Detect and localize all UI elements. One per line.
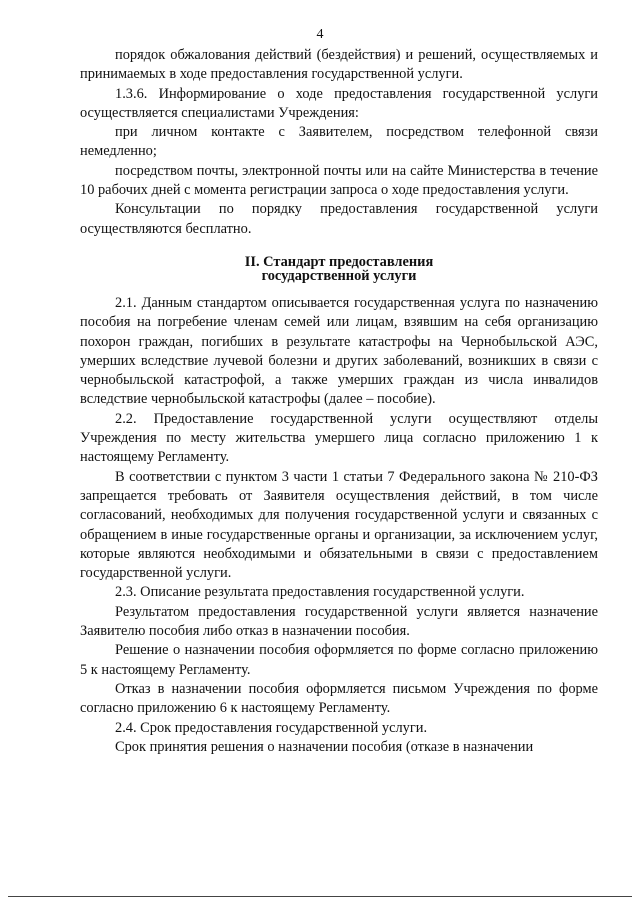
section-heading-line: государственной услуги bbox=[261, 267, 417, 284]
paragraph: Решение о назначении пособия оформляется по форме согласно приложению 5 к настоящему Регламенту. bbox=[80, 642, 598, 678]
paragraph: 2.1. Данным стандартом описывается государственная услуга по назначению пособия на погребение членам семей или лицам, взявшим на себя организацию похорон граждан, погибших в результате катастрофы на Чернобыльской АЭС, умерших вследствие лучевой болезни и других заболеваний, возникших в связи с чернобыльской катастрофой, а также умерших граждан из числа инвалидов вследствие чернобыльской катастрофы (далее – пособие). bbox=[80, 294, 598, 408]
paragraph: Консультации по порядку предоставления государственной услуги осуществляются бесплатно. bbox=[80, 201, 598, 237]
section-heading-line: II. Стандарт предоставления bbox=[244, 253, 434, 270]
paragraph: при личном контакте с Заявителем, посредством телефонной связи немедленно; bbox=[80, 124, 598, 160]
section-heading bbox=[80, 255, 598, 283]
paragraph: порядок обжалования действий (бездействия) и решений, осуществляемых и принимаемых в ходе предоставления государственной услуги. bbox=[80, 47, 598, 83]
paragraph: посредством почты, электронной почты или на сайте Министерства в течение 10 рабочих дней с момента регистрации запроса о ходе предоставления услуги. bbox=[80, 162, 598, 199]
document-body bbox=[80, 46, 598, 757]
paragraph: Срок принятия решения о назначении пособия (отказе в назначении bbox=[115, 738, 534, 755]
paragraph: 1.3.6. Информирование о ходе предоставления государственной услуги осуществляется специалистами Учреждения: bbox=[80, 85, 598, 121]
paragraph: Результатом предоставления государственной услуги является назначение Заявителю пособия либо отказ в назначении пособия. bbox=[80, 603, 598, 640]
paragraph: 2.4. Срок предоставления государственной услуги. bbox=[115, 719, 428, 736]
scan-edge-line bbox=[8, 896, 632, 897]
paragraph: Отказ в назначении пособия оформляется письмом Учреждения по форме согласно приложению 6 к настоящему Регламенту. bbox=[80, 680, 598, 717]
paragraph: 2.2. Предоставление государственной услуги осуществляют отделы Учреждения по месту жительства умершего лица согласно приложению 1 к настоящему Регламенту. bbox=[80, 410, 598, 466]
page-number: 4 bbox=[316, 27, 324, 42]
paragraph: 2.3. Описание результата предоставления государственной услуги. bbox=[115, 584, 525, 601]
paragraph: В соответствии с пунктом 3 части 1 статьи 7 Федерального закона № 210-ФЗ запрещается требовать от Заявителя осуществления действий, в том числе согласований, необходимых для получения государственной услуги и связанных с обращением в иные государственные органы и организации, за исключением услуг, которые являются необходимыми и обязательными в связи с предоставлением государственной услуги. bbox=[80, 468, 598, 582]
